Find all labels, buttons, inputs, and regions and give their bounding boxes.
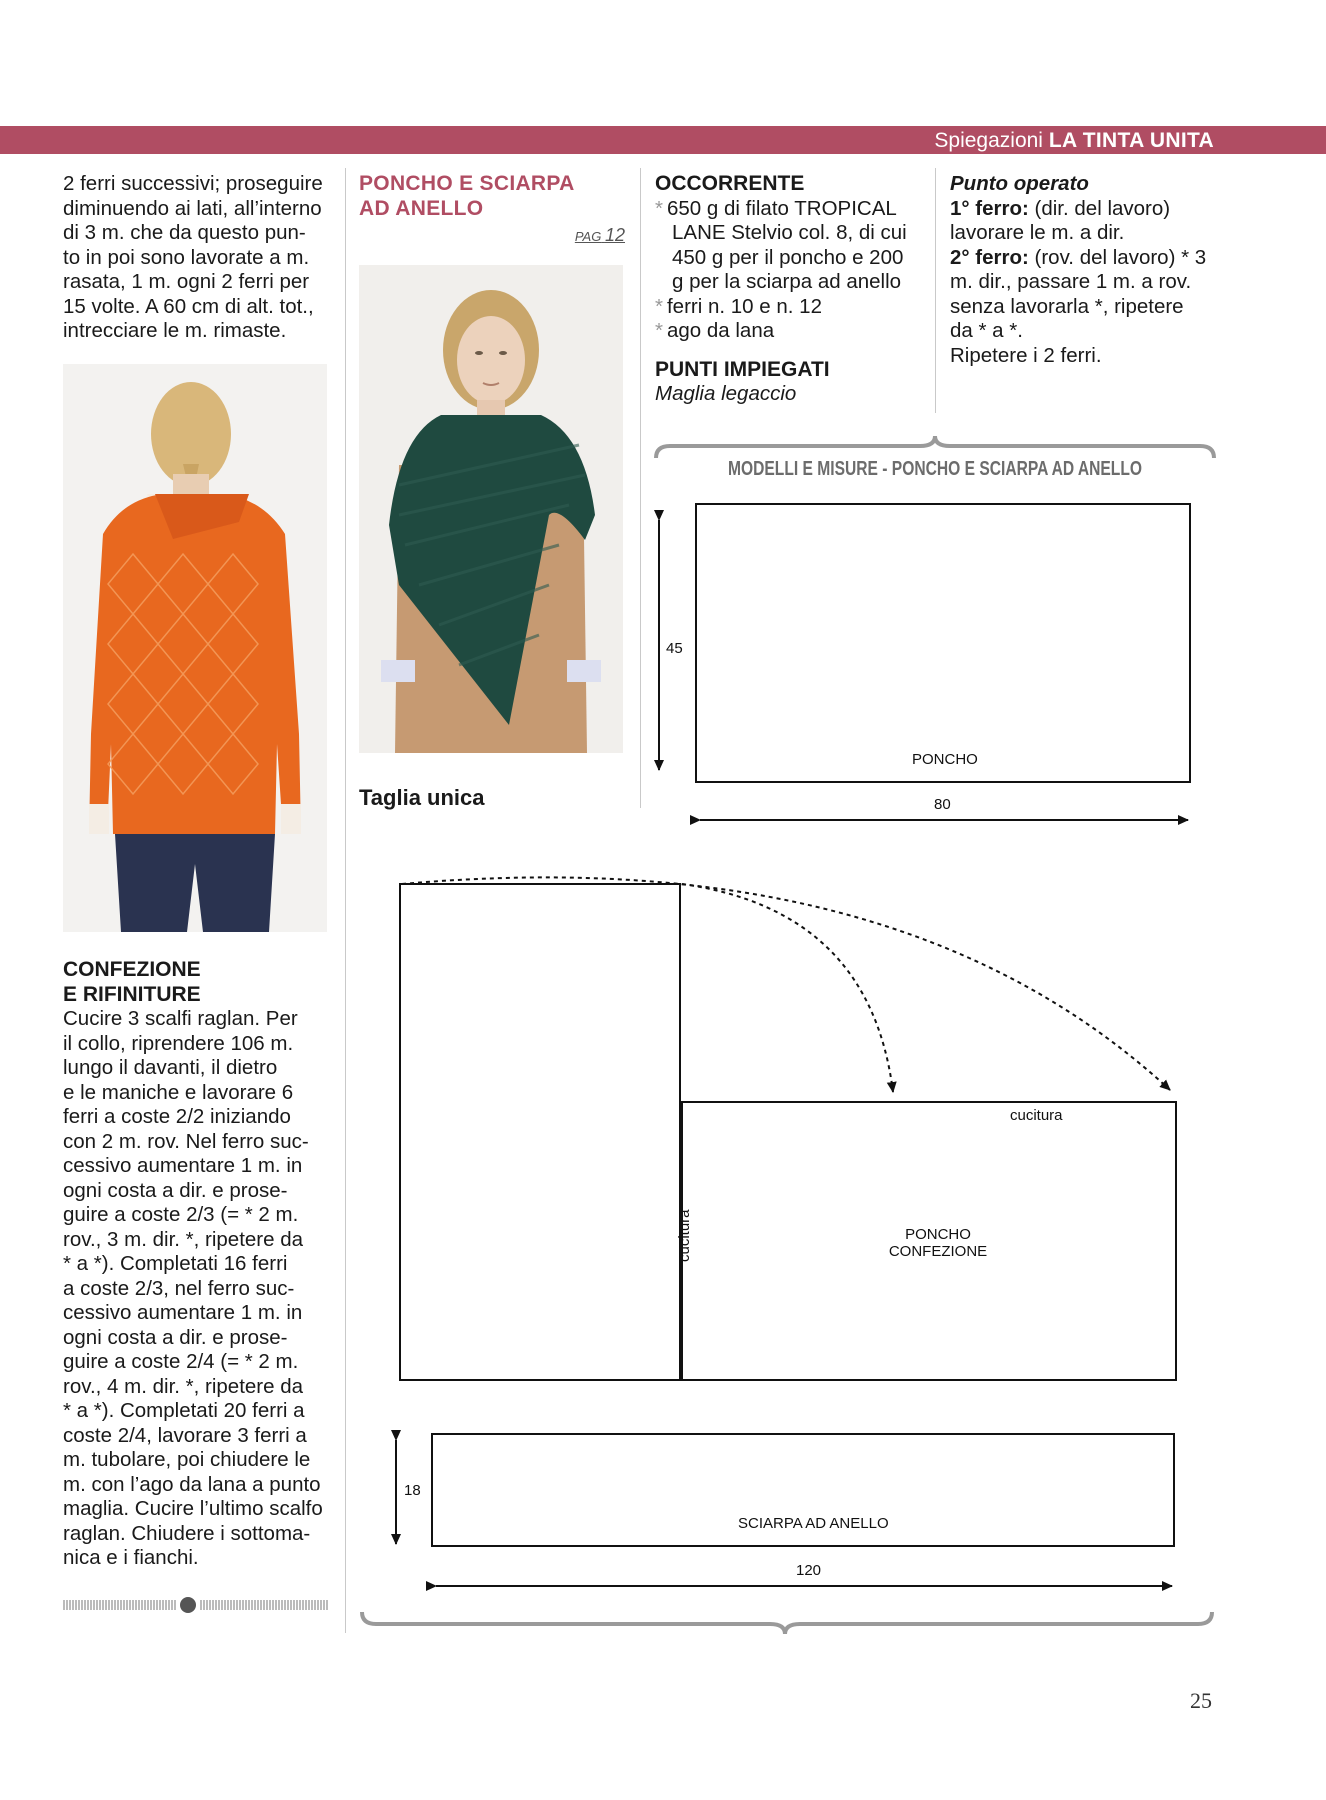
text-line: il collo, riprendere 106 m.: [63, 1031, 294, 1055]
text-line: e le maniche e lavorare 6: [63, 1080, 294, 1104]
confezione-title: E RIFINITURE: [63, 982, 201, 1006]
text-line: 15 volte. A 60 cm di alt. tot.,: [63, 294, 314, 318]
confezione-label: [858, 1226, 1018, 1260]
text-line: ferri a coste 2/2 iniziando: [63, 1105, 291, 1128]
scarf-width-label: 120: [796, 1562, 822, 1579]
row-text: (dir. del lavoro): [1028, 196, 1171, 220]
section-label: Spiegazioni: [934, 129, 1043, 152]
confezione-left-panel: [400, 884, 680, 1380]
poncho-width-label: 80: [934, 796, 951, 813]
text-line: ogni costa a dir. e prose-: [63, 1325, 288, 1349]
text-line: Cucire 3 scalfi raglan. Per: [63, 1007, 298, 1030]
text-line: * a *). Completati 20 ferri a: [63, 1399, 305, 1422]
diagram-title: MODELLI E MISURE - PONCHO E SCIARPA AD ANELLO: [727, 458, 1142, 480]
text-line: * a *). Completati 16 ferri: [63, 1252, 288, 1275]
text-line: coste 2/4, lavorare 3 ferri a: [63, 1423, 307, 1447]
text-line: con 2 m. rov. Nel ferro suc-: [63, 1129, 309, 1153]
section-title: LA TINTA UNITA: [1048, 129, 1214, 152]
text-line: cessivo aumentare 1 m. in: [63, 1154, 303, 1177]
pattern-title: PONCHO E SCIARPA: [359, 172, 575, 195]
materials-item-text: LANE Stelvio col. 8, di cui: [672, 221, 907, 244]
scarf-piece-label: SCIARPA AD ANELLO: [738, 1515, 889, 1532]
row-text: (rov. del lavoro) * 3: [1028, 245, 1207, 269]
text-line: ogni costa a dir. e prose-: [63, 1178, 288, 1202]
text-line: diminuendo ai lati, all’interno: [63, 196, 322, 220]
text-line: rov., 4 m. dir. *, ripetere da: [63, 1374, 304, 1398]
confezione-label-line: CONFEZIONE: [888, 1243, 988, 1260]
materials-item-text: 450 g per il poncho e 200: [672, 245, 904, 269]
bullet-marker: *: [655, 294, 663, 318]
text-line: nica e i fianchi.: [63, 1546, 199, 1569]
stitch-title: Punto operato: [950, 172, 1089, 195]
text-line: guire a coste 2/4 (= * 2 m.: [63, 1350, 299, 1373]
bullet-marker: *: [655, 319, 663, 342]
text-line: raglan. Chiudere i sottoma-: [63, 1521, 311, 1545]
poncho-height-label: 45: [666, 640, 683, 657]
text-line: 2 ferri successivi; proseguire: [63, 172, 323, 195]
fold-arrow-inner: [682, 884, 893, 1092]
page-number: 25: [1190, 1688, 1212, 1713]
page-reference-number: 12: [604, 225, 625, 245]
row-text: lavorare le m. a dir.: [950, 221, 1125, 244]
materials-item-text: g per la sciarpa ad anello: [672, 270, 902, 293]
row-text: m. dir., passare 1 m. a rov.: [950, 270, 1192, 293]
fold-arrow-outer: [402, 877, 1170, 1090]
text-line: rov., 3 m. dir. *, ripetere da: [63, 1227, 304, 1251]
text-line: rasata, 1 m. ogni 2 ferri per: [63, 270, 310, 293]
stitches-title: PUNTI IMPIEGATI: [655, 357, 830, 381]
text-line: m. con l’ago da lana a punto: [63, 1472, 321, 1496]
text-line: a coste 2/3, nel ferro suc-: [63, 1276, 295, 1300]
text-line: m. tubolare, poi chiudere le: [63, 1448, 311, 1471]
materials-item-text: ago da lana: [666, 319, 775, 342]
stitches-value: Maglia legaccio: [655, 382, 797, 405]
confezione-label-line: PONCHO: [905, 1226, 971, 1243]
text-line: guire a coste 2/3 (= * 2 m.: [63, 1203, 299, 1226]
text-line: di 3 m. che da questo pun-: [63, 221, 306, 244]
row-text: da * a *.: [950, 319, 1023, 342]
poncho-piece-label: PONCHO: [912, 751, 978, 768]
text-line: cessivo aumentare 1 m. in: [63, 1301, 303, 1324]
bottom-brace: [362, 1612, 1212, 1634]
pattern-title: AD ANELLO: [359, 196, 484, 220]
text-line: to in poi sono lavorate a m.: [63, 245, 310, 269]
confezione-title: CONFEZIONE: [63, 958, 201, 981]
bullet-marker: *: [655, 196, 663, 220]
row-label: 2° ferro:: [950, 245, 1029, 269]
row-text: senza lavorarla *, ripetere: [950, 294, 1184, 318]
row-label: 1° ferro:: [950, 196, 1029, 220]
row-text: Ripetere i 2 ferri.: [950, 343, 1102, 367]
text-line: lungo il davanti, il dietro: [63, 1056, 278, 1079]
text-line: maglia. Cucire l’ultimo scalfo: [63, 1497, 323, 1520]
seam-label-side: cucitura: [676, 1209, 693, 1262]
materials-item-text: 650 g di filato TROPICAL: [666, 196, 897, 220]
materials-title: OCCORRENTE: [655, 172, 805, 195]
size-label: Taglia unica: [359, 785, 485, 810]
seam-label-top: cucitura: [1010, 1107, 1063, 1124]
poncho-piece: [696, 504, 1190, 782]
scarf-height-label: 18: [404, 1482, 421, 1499]
materials-item-text: ferri n. 10 e n. 12: [666, 294, 822, 318]
text-line: intrecciare le m. rimaste.: [63, 319, 287, 342]
page-reference-prefix: PAG: [574, 229, 602, 244]
